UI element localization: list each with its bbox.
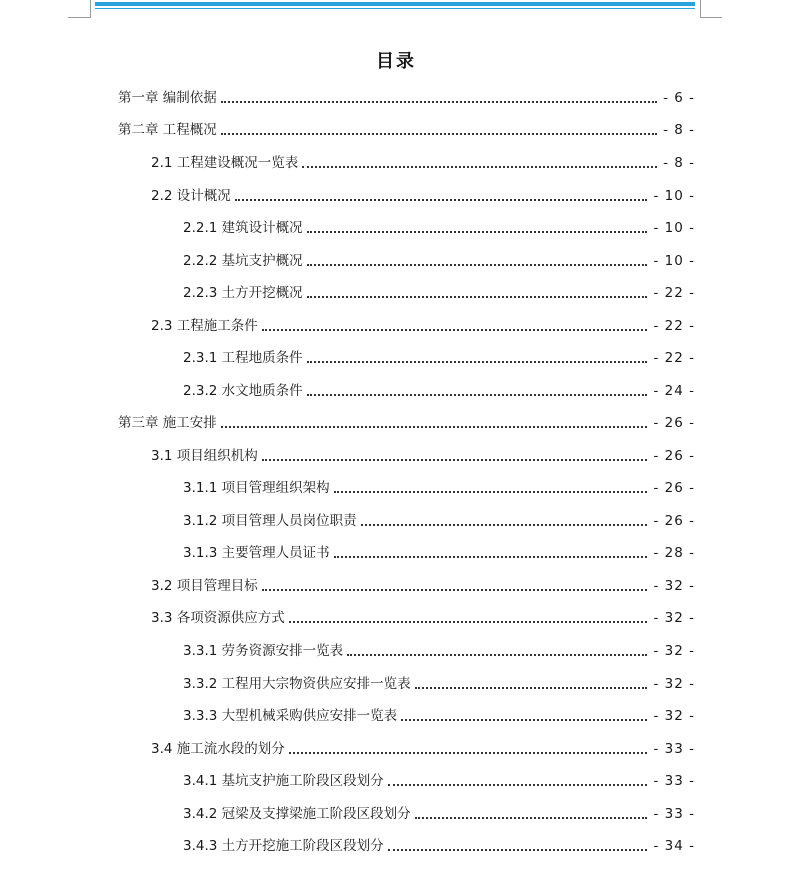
toc-entry[interactable] bbox=[183, 804, 695, 824]
toc-entry[interactable] bbox=[183, 511, 695, 531]
toc-entry-label: 3.3 各项资源供应方式 bbox=[151, 610, 285, 626]
dot-leader bbox=[361, 523, 648, 526]
toc-entry[interactable] bbox=[118, 413, 695, 433]
toc-entry[interactable] bbox=[151, 608, 695, 628]
dot-leader bbox=[221, 425, 648, 428]
toc-entry[interactable] bbox=[183, 641, 695, 661]
crop-mark-top-left-v bbox=[90, 0, 91, 18]
toc-entry-page: - 32 - bbox=[653, 643, 695, 659]
toc-entry-label: 3.4.3 土方开挖施工阶段区段划分 bbox=[183, 838, 384, 854]
dot-leader bbox=[388, 848, 648, 851]
toc-entry-label: 3.3.1 劳务资源安排一览表 bbox=[183, 643, 344, 659]
crop-mark-top-left-h bbox=[68, 17, 90, 18]
toc-entry-label: 3.4.2 冠梁及支撑梁施工阶段区段划分 bbox=[183, 806, 411, 822]
dot-leader bbox=[415, 686, 648, 689]
header-rule-thin bbox=[95, 8, 695, 9]
toc-entry-page: - 32 - bbox=[653, 578, 695, 594]
toc-entry[interactable] bbox=[183, 251, 695, 271]
toc-entry-page: - 32 - bbox=[653, 676, 695, 692]
dot-leader bbox=[221, 132, 657, 135]
toc-entry-page: - 10 - bbox=[653, 253, 695, 269]
header-rule-thick bbox=[95, 2, 695, 6]
toc-entry-label: 2.1 工程建设概况一览表 bbox=[151, 155, 299, 171]
toc-entry[interactable] bbox=[118, 88, 695, 108]
toc-entry-page: - 32 - bbox=[653, 708, 695, 724]
toc-entry[interactable] bbox=[183, 674, 695, 694]
toc-entry[interactable] bbox=[151, 576, 695, 596]
toc-entry[interactable] bbox=[151, 153, 695, 173]
toc-entry[interactable] bbox=[183, 771, 695, 791]
toc-entry-page: - 10 - bbox=[653, 220, 695, 236]
toc-entry[interactable] bbox=[183, 478, 695, 498]
toc-entry-label: 3.3.2 工程用大宗物资供应安排一览表 bbox=[183, 676, 411, 692]
toc-entry[interactable] bbox=[183, 283, 695, 303]
dot-leader bbox=[307, 263, 648, 266]
toc-entry-label: 2.3.2 水文地质条件 bbox=[183, 383, 303, 399]
crop-mark-top-right-v bbox=[700, 0, 701, 18]
dot-leader bbox=[307, 393, 648, 396]
dot-leader bbox=[262, 328, 648, 331]
dot-leader bbox=[221, 100, 657, 103]
toc-entry-page: - 26 - bbox=[653, 415, 695, 431]
toc-entry[interactable] bbox=[151, 739, 695, 759]
toc-entry-label: 3.4 施工流水段的划分 bbox=[151, 741, 285, 757]
toc-entry-page: - 10 - bbox=[653, 188, 695, 204]
toc-entry-label: 3.3.3 大型机械采购供应安排一览表 bbox=[183, 708, 398, 724]
toc-entry-label: 2.2.1 建筑设计概况 bbox=[183, 220, 303, 236]
toc-entry-page: - 6 - bbox=[663, 90, 695, 106]
toc-entry-label: 3.1.2 项目管理人员岗位职责 bbox=[183, 513, 357, 529]
toc-entry-page: - 8 - bbox=[663, 122, 695, 138]
toc-entry[interactable] bbox=[183, 381, 695, 401]
toc-entry-page: - 22 - bbox=[653, 285, 695, 301]
toc-entry-page: - 22 - bbox=[653, 350, 695, 366]
crop-mark-top-right-h bbox=[700, 17, 722, 18]
toc-entry-label: 2.2.3 土方开挖概况 bbox=[183, 285, 303, 301]
dot-leader bbox=[401, 718, 647, 721]
dot-leader bbox=[235, 198, 648, 201]
toc-entry-label: 3.1.3 主要管理人员证书 bbox=[183, 545, 330, 561]
toc-entry[interactable] bbox=[183, 218, 695, 238]
toc-entry-page: - 32 - bbox=[653, 610, 695, 626]
toc-entry-label: 3.4.1 基坑支护施工阶段区段划分 bbox=[183, 773, 384, 789]
toc-entry-label: 3.1 项目组织机构 bbox=[151, 448, 258, 464]
dot-leader bbox=[307, 230, 648, 233]
toc-entry-page: - 33 - bbox=[653, 773, 695, 789]
toc-entry-label: 第一章 编制依据 bbox=[118, 90, 217, 106]
toc-entry-page: - 33 - bbox=[653, 741, 695, 757]
dot-leader bbox=[334, 555, 648, 558]
toc-entry[interactable] bbox=[183, 836, 695, 856]
toc-entry-label: 2.2 设计概况 bbox=[151, 188, 231, 204]
toc-entry-label: 第二章 工程概况 bbox=[118, 122, 217, 138]
toc-entry[interactable] bbox=[118, 120, 695, 140]
dot-leader bbox=[289, 620, 648, 623]
toc-entry[interactable] bbox=[183, 348, 695, 368]
toc-entry-label: 2.3.1 工程地质条件 bbox=[183, 350, 303, 366]
toc-entry[interactable] bbox=[151, 186, 695, 206]
toc-entry-page: - 26 - bbox=[653, 448, 695, 464]
toc-entry-page: - 24 - bbox=[653, 383, 695, 399]
dot-leader bbox=[334, 490, 648, 493]
dot-leader bbox=[302, 165, 657, 168]
toc-entry-label: 2.2.2 基坑支护概况 bbox=[183, 253, 303, 269]
toc-entry-page: - 8 - bbox=[663, 155, 695, 171]
dot-leader bbox=[289, 751, 648, 754]
toc-entry[interactable] bbox=[183, 706, 695, 726]
toc-entry-page: - 34 - bbox=[653, 838, 695, 854]
toc-entry[interactable] bbox=[183, 543, 695, 563]
page-title: 目录 bbox=[376, 51, 416, 72]
toc-entry-page: - 28 - bbox=[653, 545, 695, 561]
toc-entry-label: 2.3 工程施工条件 bbox=[151, 318, 258, 334]
toc-entry[interactable] bbox=[151, 446, 695, 466]
toc-entry-label: 第三章 施工安排 bbox=[118, 415, 217, 431]
dot-leader bbox=[262, 588, 648, 591]
toc-entry[interactable] bbox=[151, 316, 695, 336]
toc-entry-page: - 33 - bbox=[653, 806, 695, 822]
dot-leader bbox=[307, 295, 648, 298]
toc-entry-page: - 26 - bbox=[653, 513, 695, 529]
dot-leader bbox=[307, 360, 648, 363]
dot-leader bbox=[347, 653, 647, 656]
dot-leader bbox=[262, 458, 648, 461]
toc-entry-page: - 26 - bbox=[653, 480, 695, 496]
dot-leader bbox=[388, 783, 648, 786]
toc-entry-page: - 22 - bbox=[653, 318, 695, 334]
toc-entry-label: 3.2 项目管理目标 bbox=[151, 578, 258, 594]
dot-leader bbox=[415, 816, 648, 819]
toc-entry-label: 3.1.1 项目管理组织架构 bbox=[183, 480, 330, 496]
